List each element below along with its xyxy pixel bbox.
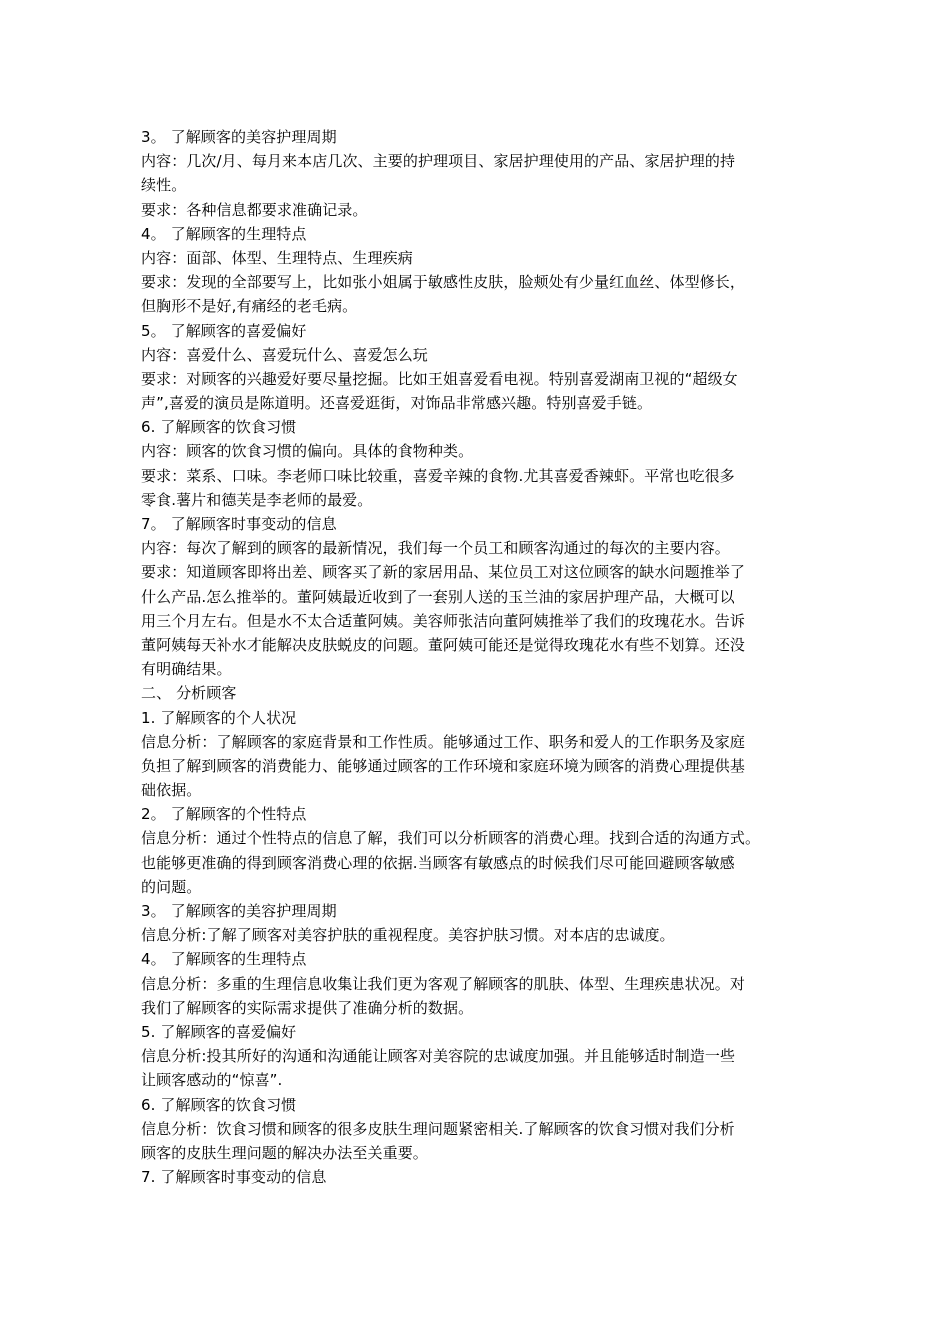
text-line: 5. 了解顾客的喜爱偏好 — [141, 1022, 297, 1041]
text-line: 4。 了解顾客的生理特点 — [141, 224, 307, 243]
text-line: 5。 了解顾客的喜爱偏好 — [141, 321, 307, 340]
text-line: 6. 了解顾客的饮食习惯 — [141, 418, 297, 437]
text-line: 信息分析：饮食习惯和顾客的很多皮肤生理问题紧密相关.了解顾客的饮食习惯对我们分析 — [141, 1119, 735, 1138]
text-line: 但胸形不是好,有痛经的老毛病。 — [141, 297, 358, 316]
text-line: 3。 了解顾客的美容护理周期 — [141, 128, 337, 146]
text-line: 要求：知道顾客即将出差、顾客买了新的家居用品、某位员工对这位顾客的缺水问题推举了 — [141, 563, 746, 582]
text-line: 7。 了解顾客时事变动的信息 — [141, 515, 337, 533]
text-line: 信息分析：通过个性特点的信息了解，我们可以分析顾客的消费心理。找到合适的沟通方式。 — [141, 829, 761, 848]
text-line: 内容：几次/月、每月来本店几次、主要的护理项目、家居护理使用的产品、家居护理的持 — [141, 152, 736, 171]
text-line: 信息分析：了解顾客的家庭背景和工作性质。能够通过工作、职务和爱人的工作职务及家庭 — [141, 732, 746, 751]
text-line: 我们了解顾客的实际需求提供了准确分析的数据。 — [141, 998, 474, 1017]
text-line: 什么产品.怎么推举的。董阿姨最近收到了一套别人送的玉兰油的家居护理产品，大概可以 — [141, 587, 735, 606]
text-line: 础依据。 — [141, 781, 202, 800]
text-line: 要求：对顾客的兴趣爱好要尽量挖掘。比如王姐喜爱看电视。特别喜爱湖南卫视的“超级女 — [141, 369, 738, 388]
text-line: 要求：发现的全部要写上，比如张小姐属于敏感性皮肤，脸颊处有少量红血丝、体型修长， — [141, 273, 746, 292]
text-line: 二、 分析顾客 — [141, 684, 237, 703]
text-line: 用三个月左右。但是水不太合适董阿姨。美容师张洁向董阿姨推举了我们的玫瑰花水。告诉 — [141, 611, 746, 630]
text-line: 要求：菜系、口味。李老师口味比较重，喜爱辛辣的食物.尤其喜爱香辣虾。平常也吃很多 — [141, 466, 735, 485]
text-line: 1. 了解顾客的个人状况 — [141, 708, 297, 727]
text-line: 信息分析:了解了顾客对美容护肤的重视程度。美容护肤习惯。对本店的忠诚度。 — [141, 926, 675, 945]
text-line: 也能够更准确的得到顾客消费心理的依据.当顾客有敏感点的时候我们尽可能回避顾客敏感 — [141, 853, 735, 872]
text-line: 的问题。 — [141, 877, 202, 896]
text-line: 内容：面部、体型、生理特点、生理疾病 — [141, 248, 413, 267]
text-line: 3。 了解顾客的美容护理周期 — [141, 902, 337, 920]
text-line: 内容：每次了解到的顾客的最新情况，我们每一个员工和顾客沟通过的每次的主要内容。 — [141, 539, 730, 558]
text-line: 信息分析：多重的生理信息收集让我们更为客观了解顾客的肌肤、体型、生理疾患状况。对 — [141, 974, 746, 993]
text-line: 2。 了解顾客的个性特点 — [141, 805, 307, 824]
text-line: 信息分析:投其所好的沟通和沟通能让顾客对美容院的忠诚度加强。并且能够适时制造一些 — [141, 1047, 736, 1066]
text-line: 有明确结果。 — [141, 660, 232, 679]
text-line: 负担了解到顾客的消费能力、能够通过顾客的工作环境和家庭环境为顾客的消费心理提供基 — [141, 756, 746, 775]
text-line: 让顾客感动的“惊喜”. — [141, 1071, 283, 1090]
text-line: 续性。 — [141, 176, 187, 195]
text-line: 声”,喜爱的演员是陈道明。还喜爱逛街，对饰品非常感兴趣。特别喜爱手链。 — [141, 394, 653, 413]
document-page — [141, 125, 821, 1189]
text-line: 4。 了解顾客的生理特点 — [141, 950, 307, 969]
text-line: 董阿姨每天补水才能解决皮肤蜕皮的问题。董阿姨可能还是觉得玫瑰花水有些不划算。还没 — [141, 635, 746, 654]
text-line: 7. 了解顾客时事变动的信息 — [141, 1168, 327, 1187]
text-line: 内容：顾客的饮食习惯的偏向。具体的食物种类。 — [141, 442, 474, 461]
text-line: 顾客的皮肤生理问题的解决办法至关重要。 — [141, 1143, 428, 1162]
text-line: 零食.薯片和德芙是李老师的最爱。 — [141, 490, 373, 509]
text-line: 内容：喜爱什么、喜爱玩什么、喜爱怎么玩 — [141, 345, 428, 364]
text-line: 6. 了解顾客的饮食习惯 — [141, 1095, 297, 1114]
text-line: 要求：各种信息都要求准确记录。 — [141, 200, 368, 219]
